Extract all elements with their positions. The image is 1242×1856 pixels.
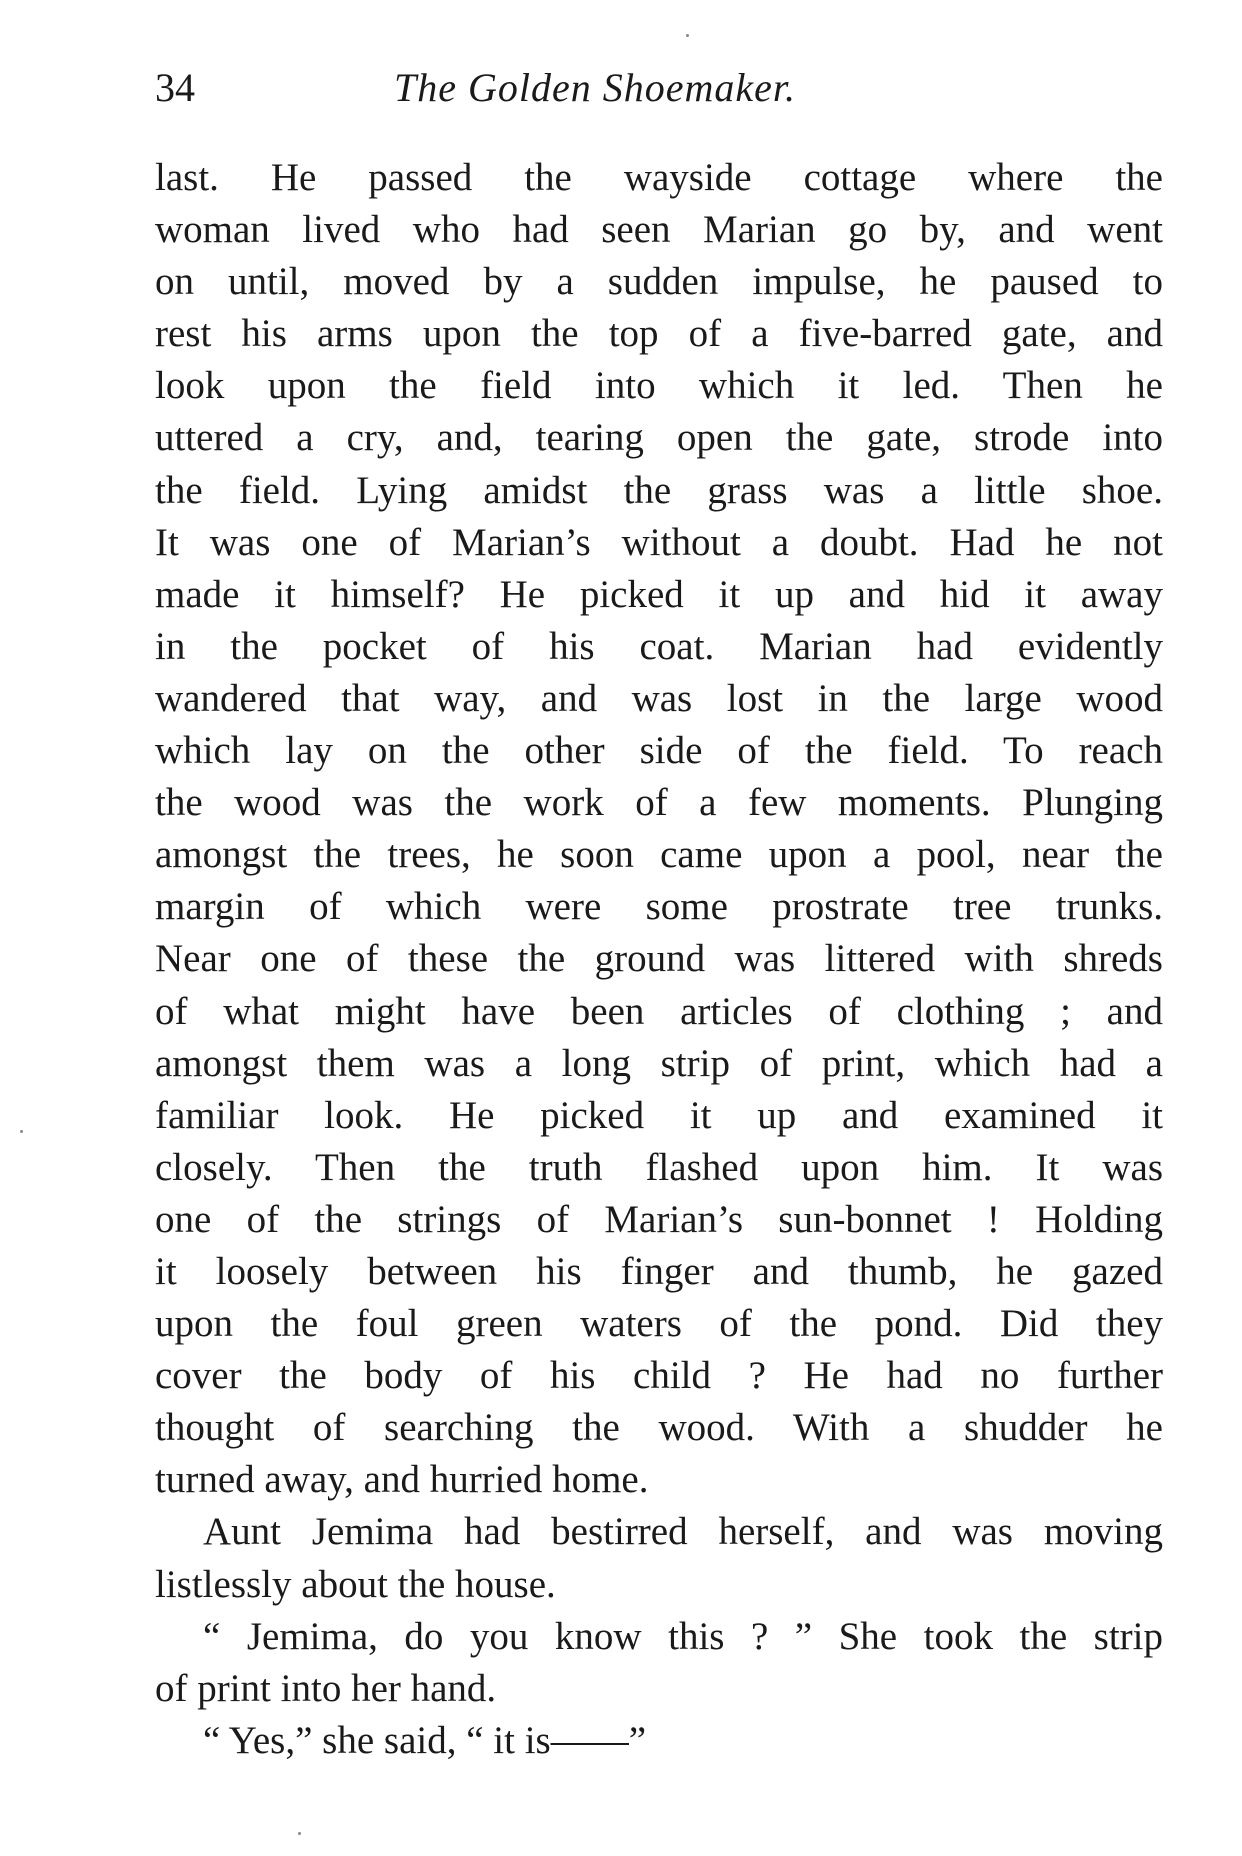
- text-line: listlessly about the house.: [155, 1562, 556, 1606]
- page-number: 34: [155, 65, 195, 110]
- text-line: in the pocket of his coat. Marian had evidently: [155, 624, 1163, 668]
- text-line: it loosely between his finger and thumb, he gazed: [155, 1249, 1163, 1293]
- text-line: the wood was the work of a few moments. Plunging: [155, 781, 1163, 825]
- text-line: the field. Lying amidst the grass was a little shoe.: [155, 468, 1163, 512]
- text-line: upon the foul green waters of the pond. Did they: [155, 1302, 1163, 1346]
- text-line: of what might have been articles of clothing ; and: [155, 989, 1163, 1033]
- running-title: The Golden Shoemaker.: [393, 65, 797, 110]
- text-line: It was one of Marian’s without a doubt. Had he not: [155, 520, 1163, 564]
- text-line: turned away, and hurried home.: [155, 1458, 649, 1502]
- text-line: made it himself? He picked it up and hid it away: [155, 572, 1163, 616]
- text-line: look upon the field into which it led. Then he: [155, 364, 1163, 408]
- text-line: Near one of these the ground was littered with shreds: [155, 937, 1163, 981]
- text-line: “ Yes,” she said, “ it is——”: [203, 1718, 647, 1762]
- text-line: one of the strings of Marian’s sun-bonnet ! Holding: [155, 1197, 1163, 1241]
- text-line: “ Jemima, do you know this ? ” She took the strip: [203, 1614, 1163, 1658]
- page-header: [155, 58, 1155, 118]
- text-line: woman lived who had seen Marian go by, and went: [155, 208, 1163, 252]
- text-line: amongst them was a long strip of print, which had a: [155, 1041, 1163, 1085]
- text-line: thought of searching the wood. With a shudder he: [155, 1406, 1163, 1450]
- text-line: uttered a cry, and, tearing open the gate, strode into: [155, 416, 1163, 460]
- text-line: cover the body of his child ? He had no further: [155, 1354, 1163, 1398]
- text-line: last. He passed the wayside cottage where the: [155, 156, 1163, 199]
- body-text: [155, 152, 1163, 1767]
- text-line: rest his arms upon the top of a five-barred gate, and: [155, 312, 1163, 356]
- text-line: Aunt Jemima had bestirred herself, and was moving: [203, 1510, 1163, 1554]
- text-line: familiar look. He picked it up and examined it: [155, 1093, 1163, 1137]
- text-line: of print into her hand.: [155, 1666, 497, 1710]
- text-line: wandered that way, and was lost in the large wood: [155, 676, 1163, 720]
- paper-speck: [20, 1130, 23, 1133]
- text-line: closely. Then the truth flashed upon him. It was: [155, 1145, 1163, 1189]
- text-line: margin of which were some prostrate tree trunks.: [155, 885, 1163, 929]
- text-line: on until, moved by a sudden impulse, he paused to: [155, 260, 1163, 304]
- text-line: amongst the trees, he soon came upon a pool, near the: [155, 833, 1163, 877]
- text-line: which lay on the other side of the field. To reach: [155, 729, 1163, 773]
- paper-speck: [686, 34, 689, 37]
- paper-speck: [298, 1832, 301, 1835]
